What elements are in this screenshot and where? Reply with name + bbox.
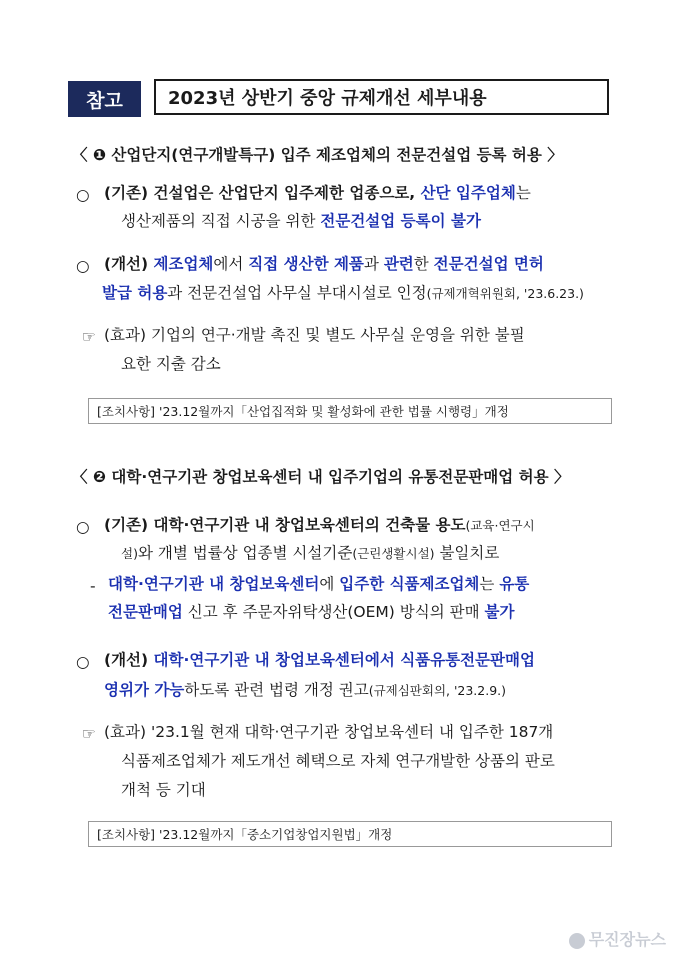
page-title: 2023년 상반기 중앙 규제개선 세부내용 <box>154 79 609 115</box>
s2-before-line2: 설)와 개별 법률상 업종별 시설기준(근린생활시설) 불일치로 <box>121 544 500 562</box>
section-2-heading: 〈 ❷ 대학·연구기관 창업보육센터 내 입주기업의 유통전문판매업 허용 〉 <box>72 468 570 486</box>
s2-sub-line1: 대학·연구기관 내 창업보육센터에 입주한 식품제조업체는 유통 <box>108 575 530 593</box>
s2-effect-line3: 개척 등 기대 <box>121 781 206 799</box>
s2-effect-line1: (효과) '23.1월 현재 대학·연구기관 창업보육센터 내 입주한 187개 <box>104 723 554 741</box>
bullet-circle: ○ <box>76 518 90 536</box>
bullet-dash: - <box>90 577 96 595</box>
watermark-icon <box>569 933 585 949</box>
s1-action-box: [조치사항] '23.12월까지「산업집적화 및 활성화에 관한 법률 시행령」개정 <box>88 398 612 424</box>
bullet-circle: ○ <box>76 257 90 275</box>
s1-after-line1: (개선) 제조업체에서 직접 생산한 제품과 관련한 전문건설업 면허 <box>104 255 544 273</box>
pointing-hand-icon: ☞ <box>82 725 96 743</box>
pointing-hand-icon: ☞ <box>82 328 96 346</box>
s2-effect-line2: 식품제조업체가 제도개선 혜택으로 자체 연구개발한 상품의 판로 <box>121 752 555 770</box>
s2-action-box: [조치사항] '23.12월까지「중소기업창업지원법」개정 <box>88 821 612 847</box>
s2-sub-line2: 전문판매업 신고 후 주문자위탁생산(OEM) 방식의 판매 불가 <box>108 603 515 621</box>
s1-effect-line1: (효과) 기업의 연구·개발 촉진 및 별도 사무실 운영을 위한 불필 <box>104 326 525 344</box>
reference-tag: 참고 <box>68 81 141 117</box>
s2-before-line1: (기존) 대학·연구기관 내 창업보육센터의 건축물 용도(교육·연구시 <box>104 516 535 534</box>
bullet-circle: ○ <box>76 653 90 671</box>
s1-effect-line2: 요한 지출 감소 <box>121 355 221 373</box>
watermark-logo: 무진장뉴스 <box>569 927 666 950</box>
s1-before-line1: (기존) 건설업은 산업단지 입주제한 업종으로, 산단 입주업체는 <box>104 184 531 202</box>
s2-after-line2: 영위가 가능하도록 관련 법령 개정 권고(규제심판회의, '23.2.9.) <box>104 681 507 699</box>
section-1-heading: 〈 ❶ 산업단지(연구개발특구) 입주 제조업체의 전문건설업 등록 허용 〉 <box>72 146 563 164</box>
s2-after-line1: (개선) 대학·연구기관 내 창업보육센터에서 식품유통전문판매업 <box>104 651 535 669</box>
s1-after-line2: 발급 허용과 전문건설업 사무실 부대시설로 인정(규제개혁위원회, '23.6.23.) <box>102 284 584 302</box>
s1-before-line2: 생산제품의 직접 시공을 위한 전문건설업 등록이 불가 <box>121 212 481 230</box>
bullet-circle: ○ <box>76 186 90 204</box>
